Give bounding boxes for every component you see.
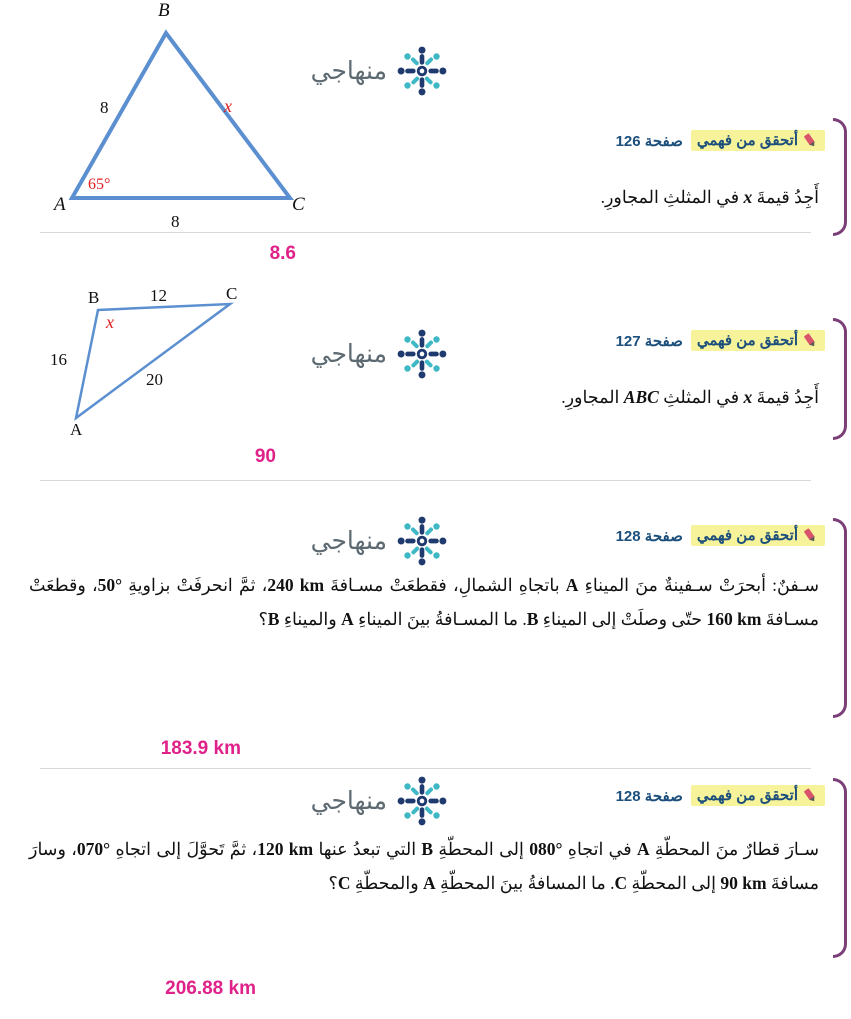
section-header [616, 785, 825, 806]
check-understanding-badge [691, 330, 825, 351]
vertex-label-B: B [158, 0, 170, 21]
manhaji-logo-icon [393, 772, 451, 830]
watermark-label: منهاجي [310, 58, 387, 85]
question-text: سـفنٌ: أبحرَتْ سـفينةٌ منَ الميناءِ A باتجاهِ الشمالِ، فقطعَتْ مسـافةَ 240 km، ثمَّ انحرفَتْ بزاويةِ 50°، وقطعَتْ مسـافةَ 160 km حتّى وصلَتْ إلى الميناءِ B. ما المسـافةُ بينَ الميناءِ A والميناءِ B؟ [29, 575, 819, 630]
answer-value: 206.88 km [165, 978, 256, 999]
unknown-angle-label: x [106, 312, 114, 332]
manhaji-logo-icon [393, 325, 451, 383]
triangle-svg [40, 288, 340, 448]
section-bracket [833, 318, 847, 440]
watermark-label: منهاجي [310, 341, 387, 368]
section-header [616, 130, 825, 151]
divider [40, 768, 811, 769]
side-length-AB: 8 [100, 98, 109, 117]
page-reference: صفحة 127 [615, 332, 683, 350]
vertex-label-C: C [292, 194, 305, 215]
badge-label: أتحقق من فهمي [696, 332, 798, 349]
vertex-label-B: B [88, 288, 100, 307]
check-understanding-badge [691, 130, 825, 151]
page-reference: صفحة 128 [615, 527, 683, 545]
side-length-AC: 8 [171, 212, 180, 231]
triangle-figure-1 [40, 0, 340, 231]
side-length-AB: 16 [50, 350, 67, 369]
watermark-logo [311, 512, 451, 570]
page-reference: صفحة 126 [615, 132, 683, 150]
unknown-side-label: x [224, 96, 232, 116]
watermark-logo [311, 772, 451, 830]
manhaji-logo-icon [393, 42, 451, 100]
answer-value: 183.9 km [160, 738, 241, 759]
triangle-figure-2 [40, 284, 340, 448]
vertex-label-C: C [226, 284, 238, 303]
section-bracket [833, 778, 847, 958]
vertex-label-A: A [54, 194, 66, 215]
divider [40, 480, 811, 481]
check-understanding-badge [691, 525, 825, 546]
badge-label: أتحقق من فهمي [696, 132, 798, 149]
manhaji-logo-icon [393, 512, 451, 570]
question-text: سـارَ قطارٌ منَ المحطّةِ A في اتجاهِ 080° إلى المحطّةِ B التي تبعدُ عنها 120 km، ثمَّ تَحوَّلَ إلى اتجاهِ 070°، وسارَ مسافةَ 90 km إلى المحطّةِ C. ما المسافةُ بينَ المحطّةِ A والمحطّةِ C؟ [29, 839, 820, 894]
section-header [616, 330, 825, 351]
watermark-label: منهاجي [310, 788, 387, 815]
section-bracket [833, 518, 847, 718]
vertex-label-A: A [70, 420, 83, 439]
question-text: أَجِدُ قيمةَ x في المثلثِ ABC المجاورِ. [561, 387, 819, 407]
divider [40, 232, 811, 233]
pencil-icon [800, 524, 822, 546]
answer-value: 90 [254, 446, 276, 467]
side-length-BC: 12 [150, 286, 167, 305]
pencil-icon [800, 784, 822, 806]
side-length-AC: 20 [146, 370, 163, 389]
pencil-icon [800, 329, 822, 351]
section-bracket [833, 118, 847, 236]
question-text: أَجِدُ قيمةَ x في المثلثِ المجاورِ. [600, 187, 819, 207]
page-reference: صفحة 128 [615, 787, 683, 805]
answer-value: 8.6 [269, 243, 296, 264]
watermark-label: منهاجي [310, 528, 387, 555]
pencil-icon [800, 129, 822, 151]
angle-label: 65° [88, 176, 111, 193]
check-understanding-badge [691, 785, 825, 806]
section-header [616, 525, 825, 546]
badge-label: أتحقق من فهمي [696, 527, 798, 544]
badge-label: أتحقق من فهمي [696, 787, 798, 804]
